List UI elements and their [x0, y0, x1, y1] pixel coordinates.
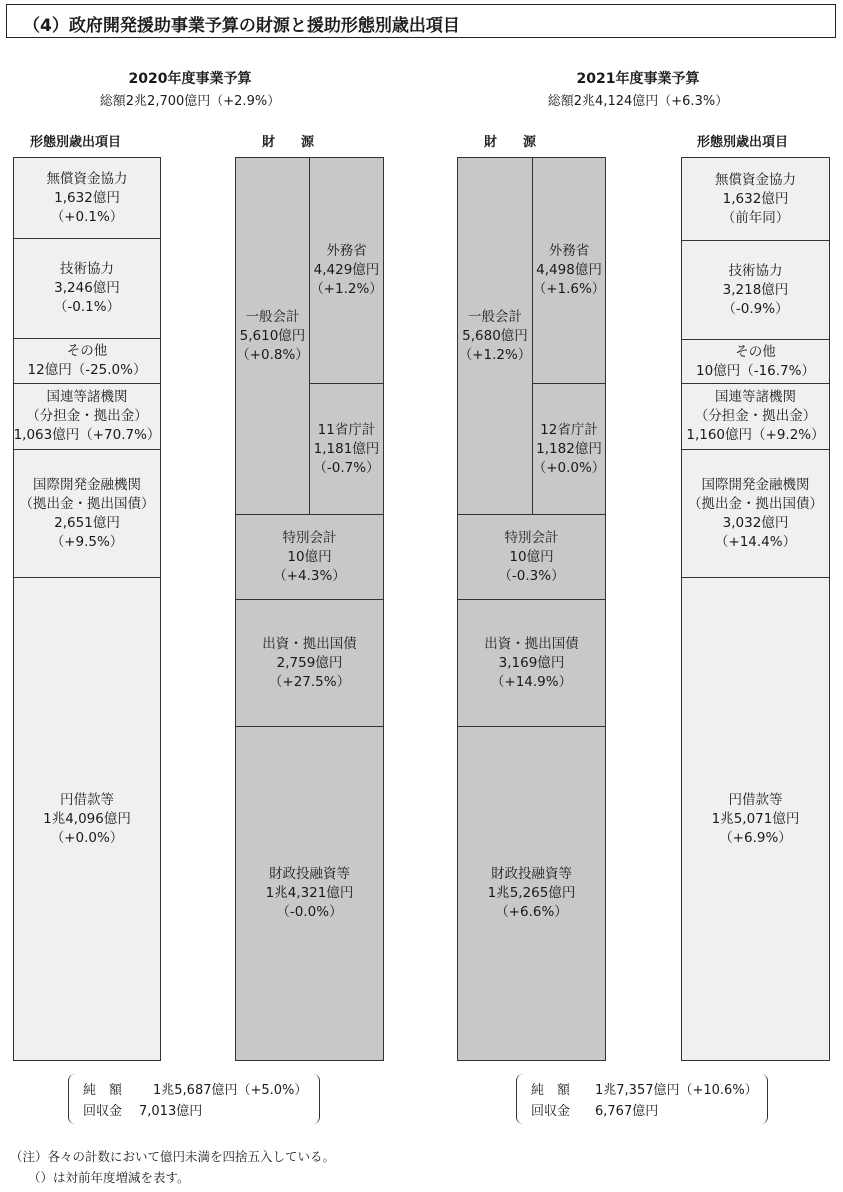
exp-change: （+6.9%） [719, 829, 792, 846]
net-label: 純 額 [83, 1083, 123, 1098]
src-change: （+1.2%） [458, 346, 532, 363]
right-expenditure-header: 形態別歳出項目 [697, 135, 789, 150]
src-change: （+0.0%） [532, 459, 606, 476]
exp-change: 2,651億円 [54, 514, 120, 531]
src-name: 12省庁計 [540, 421, 598, 438]
exp-amount: 10億円（-16.7%） [696, 362, 815, 379]
left-exp-technical-cooperation [13, 238, 161, 339]
exp-name: 国連等諸機関 [46, 389, 128, 405]
right-src-mofa [532, 157, 606, 384]
exp-amount: 12億円（-25.0%） [27, 362, 147, 378]
src-name: 特別会計 [282, 529, 337, 546]
src-amount: 10億円 [287, 548, 332, 565]
src-change: （+0.8%） [236, 346, 309, 363]
exp-name: 技術協力 [728, 262, 783, 279]
right-exp-un-agencies [681, 383, 830, 450]
exp-extra: （+9.5%） [50, 533, 124, 550]
src-name: 特別会計 [504, 529, 559, 546]
src-amount: 4,498億円 [536, 262, 602, 278]
src-change: （+27.5%） [268, 673, 351, 690]
exp-change: （-0.9%） [722, 300, 789, 317]
src-amount: 10億円 [509, 548, 554, 565]
recovery-value: 6,767億円 [595, 1104, 659, 1119]
left-src-other-ministries [309, 383, 384, 515]
src-name: 出資・拠出国債 [262, 635, 357, 652]
src-amount: 1兆4,321億円 [265, 885, 354, 901]
exp-name: 技術協力 [59, 261, 114, 277]
left-source-header: 財 源 [262, 135, 315, 150]
src-amount: 1兆5,265億円 [487, 885, 576, 901]
title-box [6, 4, 836, 38]
src-name: 財政投融資等 [491, 866, 572, 882]
right-exp-yen-loans [681, 577, 830, 1061]
exp-name: 国連等諸機関 [714, 389, 796, 405]
exp-change: 3,032億円 [722, 514, 789, 531]
exp-amount: （分担金・拠出金） [694, 408, 817, 424]
footnote-1: （注）各々の計数において億円未満を四捨五入している。 [10, 1149, 336, 1164]
left-src-special-account [235, 514, 384, 600]
src-name: 出資・拠出国債 [484, 635, 579, 652]
src-amount: 2,759億円 [276, 654, 343, 671]
exp-change: （-0.1%） [53, 299, 121, 315]
right-src-fiscal-investment [457, 726, 606, 1061]
exp-amount: 1,632億円 [54, 189, 120, 206]
left-src-general-account [235, 157, 310, 515]
footnote-2: （）は対前年度増減を表す。 [28, 1170, 190, 1185]
exp-name: その他 [66, 343, 108, 359]
exp-amount: （拠出金・拠出国債） [19, 495, 155, 512]
left-exp-dev-finance-institutions [13, 449, 161, 578]
src-amount: 1,182億円 [536, 440, 602, 457]
exp-change: （+0.1%） [50, 208, 124, 225]
src-change: （-0.0%） [276, 904, 343, 920]
left-total: 総額2兆2,700億円（+2.9%） [99, 94, 281, 109]
right-src-other-ministries [532, 383, 606, 515]
right-net-line [531, 1079, 758, 1098]
exp-name: その他 [735, 343, 776, 360]
right-exp-dev-finance-institutions [681, 449, 830, 578]
src-amount: 5,680億円 [462, 327, 528, 344]
src-name: 外務省 [548, 243, 590, 259]
left-src-bonds [235, 599, 384, 727]
src-name: 財政投融資等 [269, 866, 350, 882]
right-total: 総額2兆4,124億円（+6.3%） [547, 94, 729, 109]
recovery-value: 7,013億円 [139, 1104, 203, 1119]
exp-change: （+0.0%） [50, 829, 124, 846]
right-net-bracket [516, 1074, 768, 1124]
exp-change: 1,160億円（+9.2%） [686, 427, 825, 443]
src-amount: 3,169億円 [498, 654, 565, 671]
src-name: 11省庁計 [317, 421, 376, 438]
exp-amount: 3,218億円 [722, 281, 789, 298]
exp-amount: 1兆5,071億円 [711, 810, 800, 827]
right-src-special-account [457, 514, 606, 600]
src-amount: 5,610億円 [239, 327, 306, 344]
page-title: （4）政府開発援助事業予算の財源と援助形態別歳出項目 [23, 16, 460, 36]
src-change: （+14.9%） [490, 673, 573, 690]
left-year-header [60, 68, 320, 109]
exp-name: 無償資金協力 [715, 171, 796, 188]
left-expenditure-header: 形態別歳出項目 [30, 135, 122, 150]
src-amount: 1,181億円 [313, 440, 380, 457]
src-name: 外務省 [326, 243, 367, 259]
left-exp-yen-loans [13, 577, 161, 1061]
left-exp-un-agencies [13, 383, 161, 450]
right-year-header [498, 68, 778, 109]
right-src-bonds [457, 599, 606, 727]
exp-change: 1,063億円（+70.7%） [13, 427, 161, 443]
exp-amount: （拠出金・拠出国債） [688, 495, 823, 512]
left-exp-grant-aid [13, 157, 161, 239]
exp-extra: （+14.4%） [714, 533, 797, 550]
left-src-mofa [309, 157, 384, 384]
right-exp-technical-cooperation [681, 240, 830, 340]
right-source-header: 財 源 [484, 135, 537, 150]
src-name: 一般会計 [245, 308, 300, 325]
src-change: （-0.7%） [313, 459, 380, 476]
exp-amount: 1兆4,096億円 [43, 810, 131, 827]
right-src-general-account [457, 157, 533, 515]
src-change: （-0.3%） [498, 567, 565, 584]
left-src-fiscal-investment [235, 726, 384, 1061]
net-value: 1兆7,357億円（+10.6%） [595, 1083, 758, 1098]
src-amount: 4,429億円 [313, 262, 380, 278]
right-exp-grant-aid [681, 157, 830, 241]
left-year-title: 2020年度事業予算 [128, 71, 252, 87]
left-exp-other [13, 338, 161, 384]
exp-name: 国際開発金融機関 [33, 476, 141, 493]
src-change: （+4.3%） [273, 567, 346, 584]
exp-amount: 3,246億円 [54, 280, 120, 296]
src-change: （+1.6%） [532, 281, 606, 297]
src-change: （+6.6%） [495, 904, 568, 920]
net-label: 純 額 [531, 1083, 571, 1098]
src-change: （+1.2%） [310, 281, 383, 297]
left-recovery-line [83, 1100, 202, 1119]
exp-change: （前年同） [721, 209, 790, 226]
right-exp-other [681, 339, 830, 384]
exp-amount: 1,632億円 [722, 190, 789, 207]
recovery-label: 回収金 [83, 1104, 123, 1119]
exp-name: 円借款等 [728, 791, 783, 808]
left-net-line [83, 1079, 307, 1098]
src-name: 一般会計 [467, 308, 522, 325]
exp-name: 円借款等 [60, 791, 114, 808]
exp-name: 無償資金協力 [46, 170, 128, 187]
exp-name: 国際開発金融機関 [701, 476, 810, 493]
left-net-bracket [68, 1074, 320, 1124]
right-recovery-line [531, 1100, 658, 1119]
right-year-title: 2021年度事業予算 [576, 71, 700, 87]
recovery-label: 回収金 [531, 1104, 571, 1119]
net-value: 1兆5,687億円（+5.0%） [153, 1083, 308, 1098]
exp-amount: （分担金・拠出金） [26, 408, 148, 424]
